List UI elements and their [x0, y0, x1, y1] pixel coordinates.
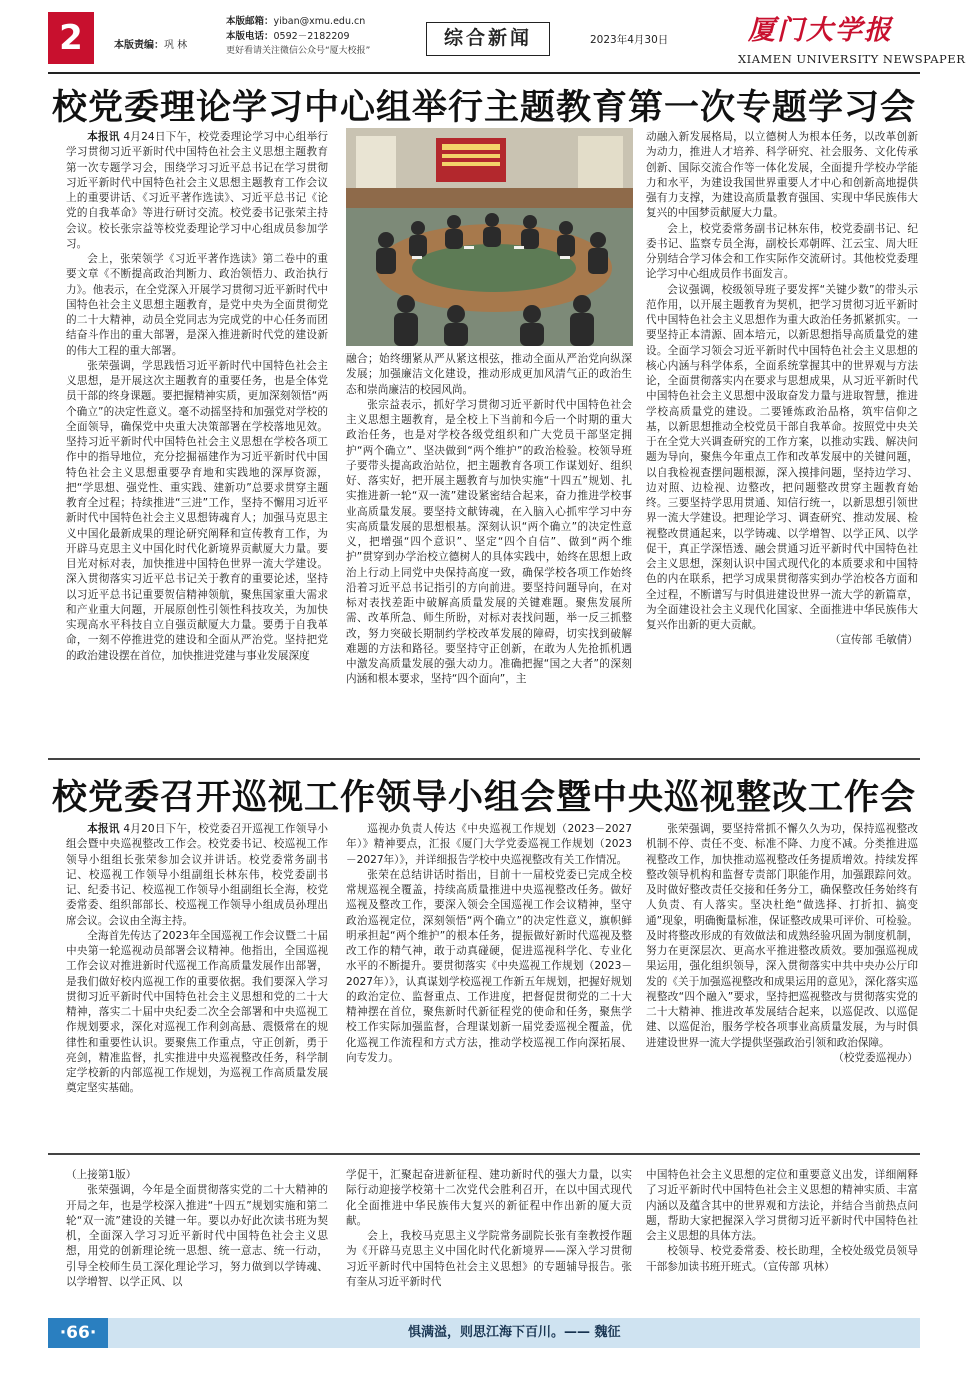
paragraph: [646, 130, 918, 222]
masthead: [48, 10, 966, 70]
article3-column-2: [346, 1168, 632, 1308]
headline-inspection-meeting: 校党委召开巡视工作领导小组会暨中央巡视整改工作会: [51, 777, 916, 818]
email-label: 本版邮箱：: [226, 16, 274, 27]
paragraph: [346, 352, 632, 398]
paragraph: [346, 868, 632, 1066]
article1-column-2: [346, 352, 632, 744]
meeting-photo: [346, 128, 633, 346]
paragraph-text: 会上，校党委常务副书记林东伟，校党委副书记、纪委书记、监察专员全海，副校长邓朝晖、江云宝、周大旺分别结合学习体会和工作实际作交流研讨。其他校党委理论学习中心组成员作书面发言。: [646, 222, 918, 281]
dateline-lead: 本报讯: [87, 131, 120, 143]
paragraph-text: 张荣强调，今年是全面贯彻落实党的二十大精神的开局之年，也是学校深入推进“十四五”规划实施和第二轮“双一流”建设的关键一年。要以办好此次读书班为契机，全面深入学习习近平新时代中国特色社会主义思想，用党的创新理论统一思想、统一意志、统一行动，引导全校师生员工深化理论学习，努力做到以学铸魂、以学增智、以学正风、以: [66, 1184, 328, 1288]
byline: （校党委巡视办）: [833, 1051, 918, 1064]
wechat-note: 更好看请关注微信公众号“厦大校报”: [226, 46, 371, 56]
paragraph-text: 全海首先传达了2023年全国巡视工作会议暨二十届中央第一轮巡视动员部署会议精神。他指出，全国巡视工作会议对推进新时代巡视工作高质量发展作出部署，是我们做好校内巡视工作的重要依据。我们要深入学习贯彻习近平新时代中国特色社会主义思想和党的二十大精神，落实二十届中央纪委二次全会部署和中央巡视工作规划要求，深化对巡视工作利剑高悬、震慑常在的规律性和重要性认识。要聚焦工作重点，守正创新，勇于亮剑，精准监督，扎实推进中央巡视整改任务，科学制定学校新的内部巡视工作规划，为巡视工作高质量发展奠定坚实基础。: [66, 929, 328, 1095]
paragraph: [66, 929, 328, 1097]
continued-label: （上接第1版）: [66, 1169, 137, 1181]
paragraph: [66, 1183, 328, 1290]
paragraph-text: 动融入新发展格局，以立德树人为根本任务，以改革创新为动力，推进人才培养、科学研究、社会服务、文化传承创新、国际交流合作等一体化发展，全面提升学校办学能力和水平，为建设我国世界重要人才中心和创新高地提供强有力支撑，为建设高质量教育强国、实现中华民族伟大复兴的中国梦贡献厦大力量。: [646, 131, 918, 220]
headline-study-session: 校党委理论学习中心组举行主题教育第一次专题学习会: [51, 87, 916, 128]
paragraph: [346, 398, 632, 688]
footer-page-number: ·66·: [48, 1318, 108, 1348]
paragraph: [66, 130, 328, 252]
footer-band: [48, 1318, 920, 1348]
byline: （宣传部 毛敏倩）: [829, 634, 918, 647]
paragraph-text: 4月24日下午，校党委理论学习中心组举行学习贯彻习近平新时代中国特色社会主义思想主题教育第一次专题学习会，围绕学习习近平总书记在学习贯彻习近平新时代中国特色社会主义思想主题教育工作会议上的重要讲话、《习近平著作选读》、习近平总书记《论党的自我革命》等进行研讨交流。校党委书记张荣主持会议。校长张宗益等校党委理论学习中心组成员参加学习。: [66, 131, 328, 250]
phone-label: 本版电话：: [226, 31, 274, 42]
paragraph-text: 融合；始终绷紧从严从紧这根弦，推动全面从严治党向纵深发展；加强廉洁文化建设，推动形成更加风清气正的政治生态和崇尚廉洁的校园风尚。: [346, 353, 632, 396]
article3-column-3: [646, 1168, 918, 1308]
section-title: 综合新闻: [426, 22, 550, 56]
paragraph: [646, 283, 918, 634]
issue-date: 2023年4月30日: [590, 34, 669, 46]
paragraph: [346, 822, 632, 868]
paragraph: [646, 222, 918, 283]
newspaper-logo: 厦门大学报: [748, 15, 893, 46]
paragraph: [646, 1244, 918, 1275]
newspaper-logo-en: XIAMEN UNIVERSITY NEWSPAPER: [738, 52, 966, 66]
byline: （宣传部 巩林）: [762, 1260, 835, 1273]
footer-quote: 惧满溢，则思江海下百川。—— 魏征: [408, 1325, 621, 1340]
paragraph: [66, 822, 328, 929]
phone: 0592－2182209: [273, 31, 350, 42]
email: yiban@xmu.edu.cn: [273, 16, 366, 27]
paragraph-text: 中国特色社会主义思想的定位和重要意义出发，详细阐释了习近平新时代中国特色社会主义思想的精神实质、丰富内涵以及蕴含其中的世界观和方法论，并结合当前热点问题，帮助大家把握深入学习贯彻习近平新时代中国特色社会主义思想的具体方法。: [646, 1169, 918, 1242]
article2-column-2: [346, 822, 632, 1132]
article2-column-1: [66, 822, 328, 1132]
paragraph-text: 巡视办负责人传达《中央巡视工作规划（2023－2027年）》精神要点，汇报《厦门大学党委巡视工作规划（2023－2027年）》，并详细报告学校中央巡视整改有关工作情况。: [346, 823, 632, 866]
article1-column-3: [646, 130, 918, 744]
paragraph: [66, 359, 328, 664]
paragraph-text: 校领导、校党委常委、校长助理，全校处级党员领导干部参加读书班开班式。: [646, 1245, 918, 1273]
paragraph-text: 学促干，汇聚起奋进新征程、建功新时代的强大力量，以实际行动迎接学校第十二次党代会胜利召开，在以中国式现代化全面推进中华民族伟大复兴的新征程中作出新的厦大贡献。: [346, 1169, 632, 1227]
editor-label: 本版责编：: [114, 40, 164, 51]
paragraph: [346, 1229, 632, 1290]
contact-info: [226, 14, 370, 59]
meeting-photo-illustration: [346, 128, 633, 346]
article-divider-1: [48, 758, 920, 760]
paragraph-text: 会上，我校马克思主义学院常务副院长张有奎教授作题为《开辟马克思主义中国化时代化新境界——深入学习贯彻习近平新时代中国特色社会主义思想》的专题辅导报告。张有奎从习近平新时代: [346, 1230, 632, 1288]
dateline-lead: 本报讯: [87, 823, 120, 835]
paragraph-text: 张荣在总结讲话时指出，目前十一届校党委已完成全校常规巡视全覆盖，持续高质量推进中央巡视整改任务。做好巡视及整改工作，要深入领会全国巡视工作会议精神，坚守政治巡视定位，深刻领悟“两个确立”的决定性意义，旗帜鲜明承担起“两个维护”的根本任务，提振做好新时代巡视及整改工作的精气神，敢于动真碰硬，促进巡视科学化、专业化水平的不断提升。要贯彻落实《中央巡视工作规划（2023－2027年）》，认真谋划学校巡视工作新五年规划，把握好规划的政治定位、监督重点、工作进度，把督促贯彻党的二十大精神摆在首位，聚焦新时代新征程党的使命和任务，聚焦学校工作实际加强监督，合理谋划新一届党委巡视全覆盖，优化巡视工作流程和方式方法，推动学校巡视工作向深拓展、向专发力。: [346, 868, 632, 1064]
paragraph: [346, 1168, 632, 1229]
editor-name: 巩 林: [164, 40, 188, 51]
article-divider-2: [48, 1153, 920, 1155]
paragraph: [646, 1168, 918, 1244]
page-number: 2: [48, 12, 94, 64]
paragraph-text: 4月20日下午，校党委召开巡视工作领导小组会暨中央巡视整改工作会。校党委书记、校巡视工作领导小组组长张荣参加会议并讲话。校党委常务副书记、校巡视工作领导小组副组长林东伟，校党委副书记、纪委书记、校巡视工作领导小组副组长全海，校党委常委、组织部部长、校巡视工作领导小组成员孙理出席会议。会议由全海主持。: [66, 823, 328, 927]
paragraph-text: 会议强调，校级领导班子要发挥“关键少数”的带头示范作用，以开展主题教育为契机，把学习贯彻习近平新时代中国特色社会主义思想作为重大政治任务抓紧抓实。一要坚持正本清源、固本培元，以新思想指导高质量党的建设。全面学习领会习近平新时代中国特色社会主义思想的核心内涵与科学体系，全面系统掌握其中的世界观与方法论，全面贯彻落实内在要求与思想成果，从习近平新时代中国特色社会主义思想中汲取奋发力量与进取智慧，推进学校高质量党的建设。二要锤炼政治品格，筑牢信仰之基，以新思想推动全校党员干部自我革命。按照党中央关于在全党大兴调查研究的工作方案，以推动实践、解决问题为导向，聚焦今年重点工作和改革发展中的关键问题，以自我检视查摆问题根源，深入摸排问题，坚持边学习、边对照、边检视、边整改，把问题整改贯穿主题教育始终。三要坚持学思用贯通、知信行统一，以新思想引领世界一流大学建设。把理论学习、调查研究、推动发展、检视整改贯通起来，以学铸魂、以学增智、以学正风、以学促干，真正学深悟透、融会贯通习近平新时代中国特色社会主义思想，深刻认识中国式现代化的本质要求和中国特色的内在联系，把学习成果贯彻落实到办学治校各方面和全过程，不断谱写与时俱进建设世界一流大学的新篇章，为全面建设社会主义现代化国家、全面推进中华民族伟大复兴作出新的更大贡献。: [646, 283, 918, 631]
article1-column-1: [66, 130, 328, 744]
paragraph: [646, 822, 918, 1051]
paragraph-text: 会上，张荣领学《习近平著作选读》第二卷中的重要文章《不断提高政治判断力、政治领悟力、政治执行力》。他表示，在全党深入开展学习贯彻习近平新时代中国特色社会主义思想主题教育，是党中央为全面贯彻党的二十大精神，动员全党同志为完成党的中心任务而团结奋斗作出的重大部署，是深入推进新时代党的建设新的伟大工程的重大部署。: [66, 253, 328, 357]
editor-credit: [114, 36, 187, 51]
paragraph: [66, 252, 328, 359]
article3-column-1: [66, 1168, 328, 1308]
paragraph-text: 张荣强调，要坚持常抓不懈久久为功，保持巡视整改机制不停、责任不变、标准不降、力度不减。分类推进巡视整改工作，加快推动巡视整改任务提质增效。持续发挥整改领导机构和监督专责部门职能作用，加强跟踪问效。及时做好整改责任交接和任务分工，确保整改任务始终有人负责、有人落实。坚决杜绝“做选择、打折扣、搞变通”现象，明确衡量标准，保证整改成果可评价、可检验。及时将整改形成的有效做法和成熟经验巩固为制度机制，努力在更深层次、更高水平推进整改质效。要加强巡视成果运用，强化组织领导，深入贯彻落实中共中央办公厅印发的《关于加强巡视整改和成果运用的意见》，深化落实巡视整改“四个融入”要求，坚持把巡视整改与贯彻落实党的二十大精神、推进改革发展结合起来，以巡促改、以巡促建、以巡促治，服务学校各项事业高质量发展，为与时俱进建设世界一流大学提供坚强政治引领和政治保障。: [646, 823, 918, 1049]
paragraph-text: 张荣强调，学思践悟习近平新时代中国特色社会主义思想，是开展这次主题教育的重要任务，也是全体党员干部的终身课题。要把握精神实质，更加深刻领悟“两个确立”的决定性意义。毫不动摇坚持和加强党对学校的全面领导，确保党中央重大决策部署在学校落地见效。坚持习近平新时代中国特色社会主义思想在学校各项工作中的指导地位，充分挖掘福建作为习近平新时代中国特色社会主义思想重要孕育地和实践地的深厚资源，把“学思想、强党性、重实践、建新功”总要求贯穿主题教育全过程；持续推进“三进”工作，坚持不懈用习近平新时代中国特色社会主义思想铸魂育人；加强马克思主义中国化最新成果的理论研究阐释和宣传教育工作，为开辟马克思主义中国化时代化新境界贡献厦大力量。要目光对标对表，加快推进中国特色世界一流大学建设。深入贯彻落实习近平总书记关于教育的重要论述，坚持以习近平总书记重要贺信精神领航，聚焦国家重大需求和产业重大问题，开展原创性引领性科技攻关，为加快实现高水平科技自立自强贡献厦大力量。要勇于自我革命，一刻不停推进党的建设和全面从严治党。坚持把党的政治建设摆在首位，加快推进党建与事业发展深度: [66, 359, 328, 662]
article2-column-3: [646, 822, 918, 1132]
masthead-rule: [48, 72, 920, 74]
paragraph-text: 张宗益表示，抓好学习贯彻习近平新时代中国特色社会主义思想主题教育，是全校上下当前和今后一个时期的重大政治任务，也是对学校各级党组织和广大党员干部坚定拥护“两个确立”、坚决做到“两个维护”的政治检验。校领导班子要带头提高政治站位，把主题教育各项工作谋划好、组织好、落实好，把开展主题教育与加快实施“十四五”规划、扎实推进新一轮“双一流”建设紧密结合起来，奋力推进学校事业高质量发展。要坚持文献铸魂，在入脑入心抓牢学习中夯实高质量发展的思想根基。深刻认识“两个确立”的决定性意义，把增强“四个意识”、坚定“四个自信”、做到“两个维护”贯穿到办学治校立德树人的具体实践中，始终在思想上政治上行动上同党中央保持高度一致，确保学校各项工作始终沿着习近平总书记指引的方向前进。要坚持问题导向，在对标对表找差距中破解高质量发展的关键难题。聚焦发展所需、改革所急、师生所盼，对标对表找问题，举一反三抓整改，努力突破长期制约学校改革发展的障碍，切实找到破解难题的方法和路径。要坚持守正创新，在敢为人先抢抓机遇中激发高质量发展的强大动力。准确把握“国之大者”的深刻内涵和根本要求，坚持“四个面向”，主: [346, 398, 632, 686]
